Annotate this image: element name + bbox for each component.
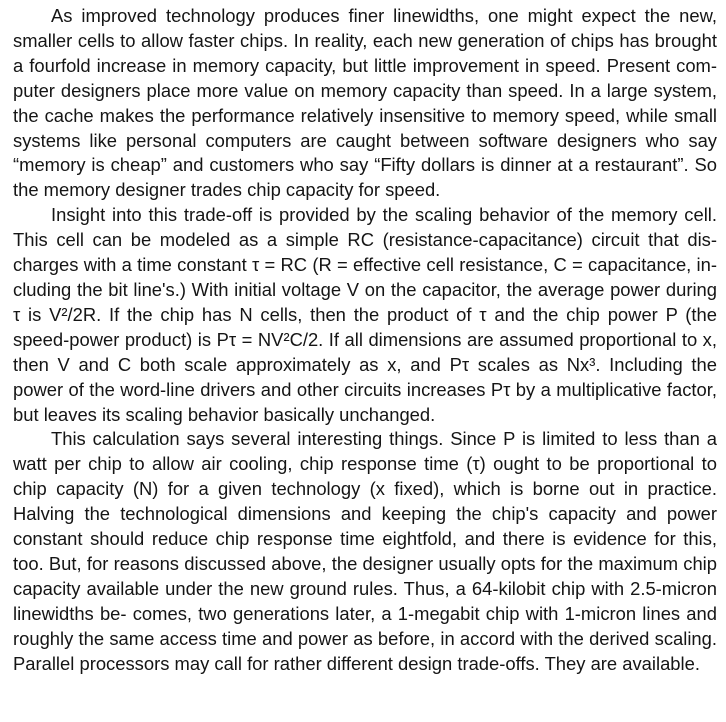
paragraph-3: [13, 427, 717, 676]
text-line: charges with a time constant τ = RC (R = effective cell resistance, C = capacitance, in-: [13, 254, 717, 276]
text-line: watt per chip to allow air cooling, chip response time (τ) ought to be proportional to chip: [13, 453, 717, 500]
text-line: then V and C both scale approximately as x, and Pτ scales as Nx³. Including the power: [13, 353, 717, 400]
text-line: leaves its scaling behavior basically unchanged.: [43, 403, 436, 425]
text-line: smaller cells to allow faster chips. In reality, each new generation of chips has brought: [13, 29, 717, 51]
text-line: of the word-line drivers and other circuits increases Pτ by a multiplicative factor, but: [13, 378, 717, 425]
text-line: This cell can be modeled as a simple RC (resistance-capacitance) circuit that dis-: [13, 229, 717, 251]
text-line: capacity (N) for a given technology (x fixed), which is borne out in practice. Halving the: [13, 478, 717, 525]
text-line: systems like personal computers are caught between software designers who say: [13, 129, 717, 151]
text-line: “memory is cheap” and customers who say “Fifty dollars is dinner at a restaurant”. So: [13, 154, 717, 176]
text-line: cluding the bit line's.) With initial voltage V on the capacitor, the average power during: [13, 278, 717, 300]
text-line: a fourfold increase in memory capacity, but little improvement in speed. Present com-: [13, 54, 717, 76]
paragraph-1: [13, 4, 717, 203]
text-line: τ is V²/2R. If the chip has N cells, then the product of τ and the chip power P (the: [13, 303, 717, 325]
text-line: As improved technology produces finer linewidths, one might expect the new,: [51, 5, 717, 26]
text-line: under the new ground rules. Thus, a 64-kilobit chip with 2.5-micron linewidths be-: [13, 577, 717, 624]
text-line: reduce chip response time eightfold, and there is evidence for this, too. But, for reasons: [13, 528, 717, 574]
text-line: same access time and power as before, in accord with the derived scaling. Parallel: [13, 627, 717, 674]
text-line: technological dimensions and keeping the chip's capacity and power constant should: [13, 503, 717, 550]
paragraph-2: [13, 203, 717, 427]
text-line: discussed above, the designer usually opts for the maximum chip capacity available: [13, 552, 717, 599]
text-line: processors may call for rather different design trade-offs. They are available.: [79, 652, 700, 674]
text-line: This calculation says several interesting things. Since P is limited to less than a: [51, 428, 717, 450]
text-line: the memory designer trades chip capacity for speed.: [13, 179, 441, 201]
text-line: the cache makes the performance relatively insensitive to memory speed, while small: [13, 104, 717, 126]
text-line: Insight into this trade-off is provided by the scaling behavior of the memory cell.: [51, 204, 717, 226]
text-line: speed-power product) is Pτ = NV²C/2. If all dimensions are assumed proportional to x,: [13, 328, 717, 350]
text-line: comes, two generations later, a 1-megabit chip with 1-micron lines and roughly the: [13, 602, 717, 649]
text-line: puter designers place more value on memory capacity than speed. In a large system,: [13, 79, 717, 101]
